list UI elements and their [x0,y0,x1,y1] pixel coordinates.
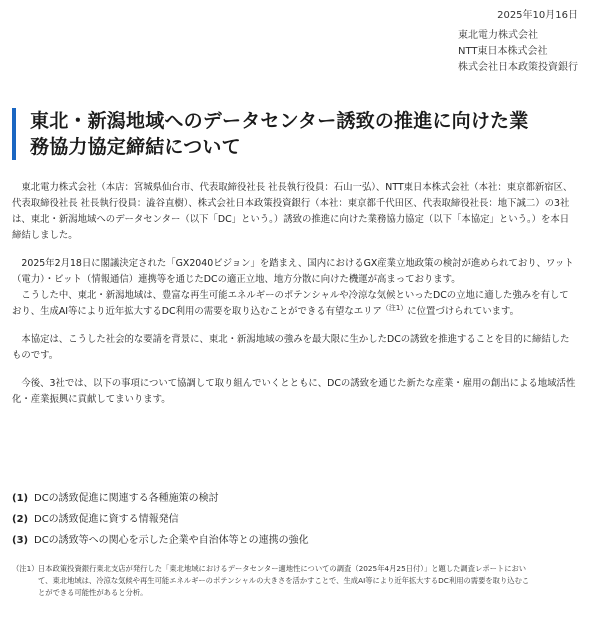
item-number: (3) [12,535,29,546]
item-text: DCの誘致促進に関連する各種施策の検討 [34,493,219,504]
footnote-mark: （注1） [12,564,39,573]
note-reference: （注1） [381,303,408,312]
footnote-line-1 [12,563,578,575]
item-number: (2) [12,514,29,525]
org-ntt-east: NTT東日本株式会社 [458,46,548,57]
paragraph-region-strength-tail: に位置づけられています。 [407,306,520,317]
paragraph-future: 今後、3社では、以下の事項について協調して取り組んでいくとともに、DCの誘致を通じた新たな産業・雇用の創出による地域活性化・産業振興に貢献してまいります。 [12,378,576,405]
paragraph-intro: 東北電力株式会社（本店：宮城県仙台市、代表取締役社長 社長執行役員：石山一弘）、NTT東日本株式会社（本社：東京都新宿区、代表取締役社長 社長執行役員：澁谷直樹）、株式会社日本政策投資銀行（本社：東京都千代田区、代表取締役社長：地下誠二）の3社は、東北・新潟地域へのデータセンター（以下「DC」という。）誘致の推進に向けた業務協力協定（以下「本協定」という。）を本日締結しました。 [12,182,573,241]
list-item [12,488,578,509]
list-item [12,530,578,551]
document-header [458,8,578,76]
footnote [12,563,578,599]
page-title [12,108,578,160]
paragraph-region-strength-text: こうした中、東北・新潟地域は、豊富な再生可能エネルギーのポテンシャルや冷涼な気候といったDCの立地に適した強みを有しており、生成AI等により近年拡大するDC利用の需要を取り込むことができる有望なエリア [12,290,569,317]
footnote-text-1: 日本政策投資銀行東北支店が発行した「東北地域におけるデータセンター適地性についての調査（2025年4月25日付）」と題した調査レポートにおい [38,564,527,573]
item-text: DCの誘致促進に資する情報発信 [34,514,179,525]
title-line-1: 東北・新潟地域へのデータセンター誘致の推進に向けた業 [30,110,529,132]
title-heading [30,108,578,160]
footnote-line-3: とができる可能性があると分析。 [38,588,148,597]
body-text [12,180,578,408]
org-tohoku-electric: 東北電力株式会社 [458,30,538,41]
footnote-line-2: て、東北地域は、冷涼な気候や再生可能エネルギーのポテンシャルの大きさを活かすことで、生成AI等により近年拡大するDC利用の需要を取り込むこ [38,576,530,585]
agreement-items-list [12,488,578,551]
item-number: (1) [12,493,29,504]
title-line-2: 務協力協定締結について [30,136,241,158]
org-dbj: 株式会社日本政策投資銀行 [458,62,578,73]
paragraph-purpose: 本協定は、こうした社会的な要請を背景に、東北・新潟地域の強みを最大限に生かしたDCの誘致を推進することを目的に締結したものです。 [12,334,570,361]
list-item [12,509,578,530]
paragraph-background: 2025年2月18日に閣議決定された「GX2040ビジョン」を踏まえ、国内におけるGX産業立地政策の検討が進められており、ワット（電力）・ビット（情報通信）連携等を通じたDCの適正立地、地方分散に向けた機運が高まっております。 [12,258,574,285]
paragraph-region-strength [12,288,578,320]
item-text: DCの誘致等への関心を示した企業や自治体等との連携の強化 [34,535,309,546]
issue-date: 2025年10月16日 [497,10,578,21]
